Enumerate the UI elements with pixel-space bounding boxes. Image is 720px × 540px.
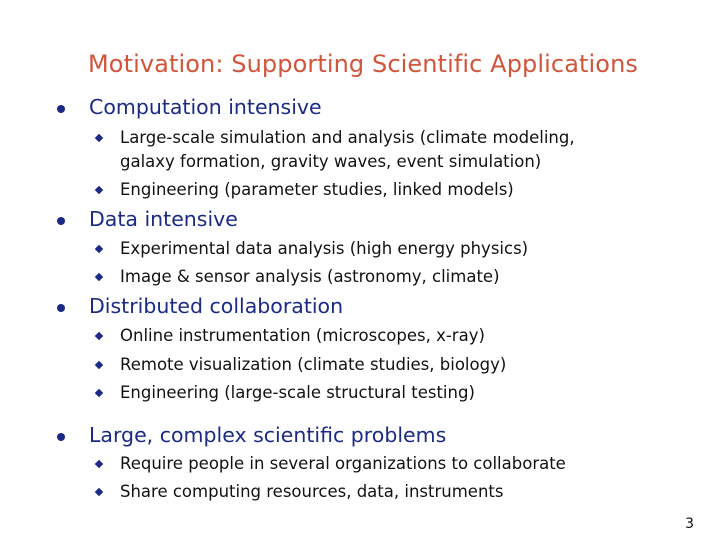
diamond-bullet-icon <box>95 273 103 281</box>
sub-bullet-line: Require people in several organizations to collaborate <box>120 454 566 473</box>
diamond-bullet-icon <box>95 361 103 369</box>
bullet-label: Large, complex scientific problems <box>89 423 447 447</box>
bullet-label: Distributed collaboration <box>89 294 344 318</box>
sub-bullet-line: Experimental data analysis (high energy physics) <box>120 239 529 258</box>
sub-bullet-line: Image & sensor analysis (astronomy, climate) <box>120 267 500 286</box>
diamond-bullet-icon <box>95 245 103 253</box>
slide-title: Motivation: Supporting Scientific Applications <box>88 50 638 78</box>
diamond-bullet-icon <box>95 332 103 340</box>
diamond-bullet-icon <box>95 460 103 468</box>
bullet-dot-icon <box>57 304 65 312</box>
sub-bullet-line: Engineering (parameter studies, linked models) <box>120 180 514 199</box>
diamond-bullet-icon <box>95 389 103 397</box>
sub-bullet-line: Remote visualization (climate studies, biology) <box>120 355 507 374</box>
sub-bullet-line: galaxy formation, gravity waves, event simulation) <box>120 152 542 171</box>
page-number: 3 <box>685 516 694 532</box>
sub-bullet-line: Share computing resources, data, instruments <box>120 482 504 501</box>
sub-bullet-line: Online instrumentation (microscopes, x-ray) <box>120 326 485 345</box>
bullet-label: Computation intensive <box>89 95 322 119</box>
diamond-bullet-icon <box>95 488 103 496</box>
bullet-dot-icon <box>57 433 65 441</box>
sub-bullet-line: Engineering (large-scale structural testing) <box>120 383 475 402</box>
sub-bullet-line: Large-scale simulation and analysis (climate modeling, <box>120 128 575 147</box>
bullet-dot-icon <box>57 217 65 225</box>
diamond-bullet-icon <box>95 186 103 194</box>
bullet-dot-icon <box>57 105 65 113</box>
bullet-label: Data intensive <box>89 207 238 231</box>
diamond-bullet-icon <box>95 134 103 142</box>
